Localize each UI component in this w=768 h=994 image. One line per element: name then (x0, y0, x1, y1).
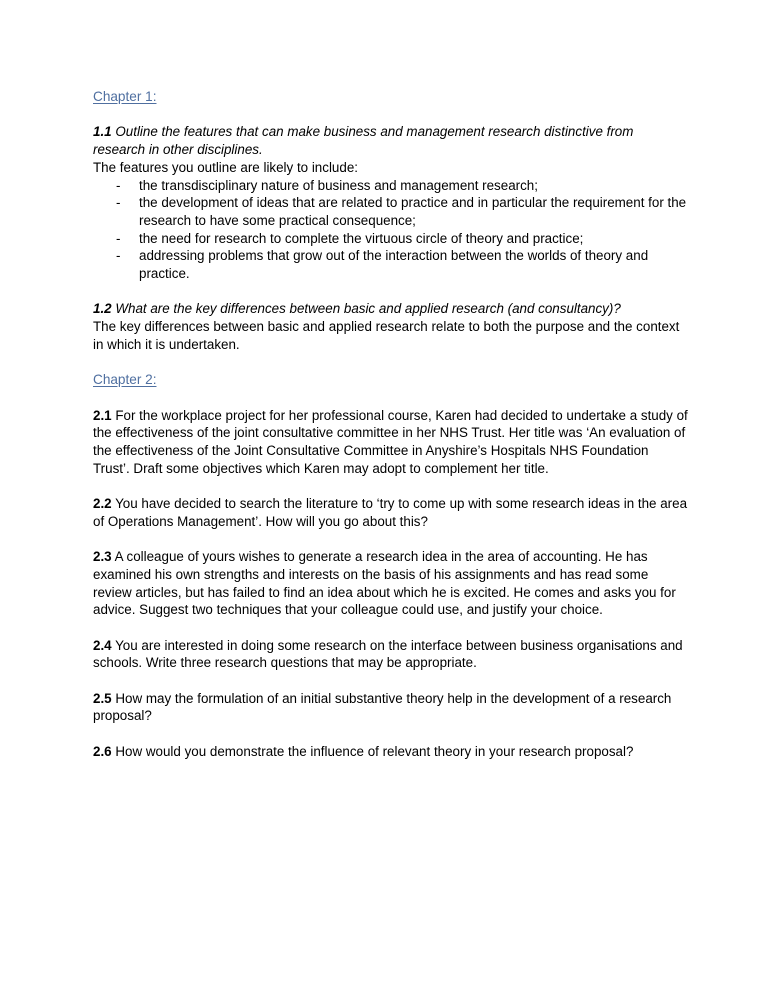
question-1-2 (93, 300, 688, 318)
list-item: - the need for research to complete the virtuous circle of theory and practice; (116, 230, 584, 246)
question-text: You have decided to search the literature to ‘try to come up with some research ideas in the area of Operations Management’. How will you go about this? (93, 496, 688, 529)
question-number: 2.5 (93, 690, 112, 706)
question-number: 2.6 (93, 743, 112, 759)
feature-list (93, 177, 688, 283)
question-number: 1.1 (93, 124, 112, 140)
question-2-5 (93, 690, 688, 725)
question-text: Outline the features that can make business and management research distinctive from research in other disciplines. (93, 124, 634, 158)
question-number: 1.2 (93, 301, 112, 317)
question-number: 2.1 (93, 407, 112, 423)
question-number: 2.3 (93, 549, 112, 565)
list-item: - addressing problems that grow out of the interaction between the worlds of theory and practice. (116, 248, 649, 282)
question-2-3 (93, 548, 688, 619)
chapter-1-heading: Chapter 1: (93, 89, 157, 104)
question-2-1 (93, 407, 688, 478)
answer-intro: The features you outline are likely to include: (93, 159, 358, 175)
question-number: 2.2 (93, 496, 112, 512)
question-text: For the workplace project for her professional course, Karen had decided to undertake a study of the effectiveness of the joint consultative committee in her NHS Trust. Her title was ‘An evaluation of the effectiveness of the Joint Consultative Committee in Anyshire’s Hospitals NHS Foundation Trust’. Draft some objectives which Karen may adopt to complement her title. (93, 407, 688, 476)
question-text: How would you demonstrate the influence of relevant theory in your research proposal? (115, 743, 634, 759)
question-text: A colleague of yours wishes to generate a research idea in the area of accounting. He has examined his own strengths and interests on the basis of his assignments and has read some review articles, but has failed to find an idea about which he is excited. He comes and asks you for advice. Suggest two techniques that your colleague could use, and justify your choice. (93, 549, 676, 618)
question-1-1 (93, 123, 688, 158)
list-item: - the transdisciplinary nature of business and management research; (116, 177, 538, 193)
question-text: How may the formulation of an initial substantive theory help in the development of a research proposal? (93, 690, 672, 724)
list-item: - the development of ideas that are related to practice and in particular the requirement for the research to have some practical consequence; (116, 195, 687, 228)
answer-1-2: The key differences between basic and applied research relate to both the purpose and the context in which it is undertaken. (93, 319, 680, 352)
chapter-2-heading: Chapter 2: (93, 372, 157, 388)
question-text: What are the key differences between basic and applied research (and consultancy)? (115, 301, 621, 317)
question-2-2 (93, 495, 688, 530)
question-text: You are interested in doing some research on the interface between business organisations and schools. Write three research questions that may be appropriate. (93, 637, 683, 671)
question-number: 2.4 (93, 637, 112, 653)
question-2-6 (93, 743, 688, 761)
question-2-4 (93, 637, 688, 672)
